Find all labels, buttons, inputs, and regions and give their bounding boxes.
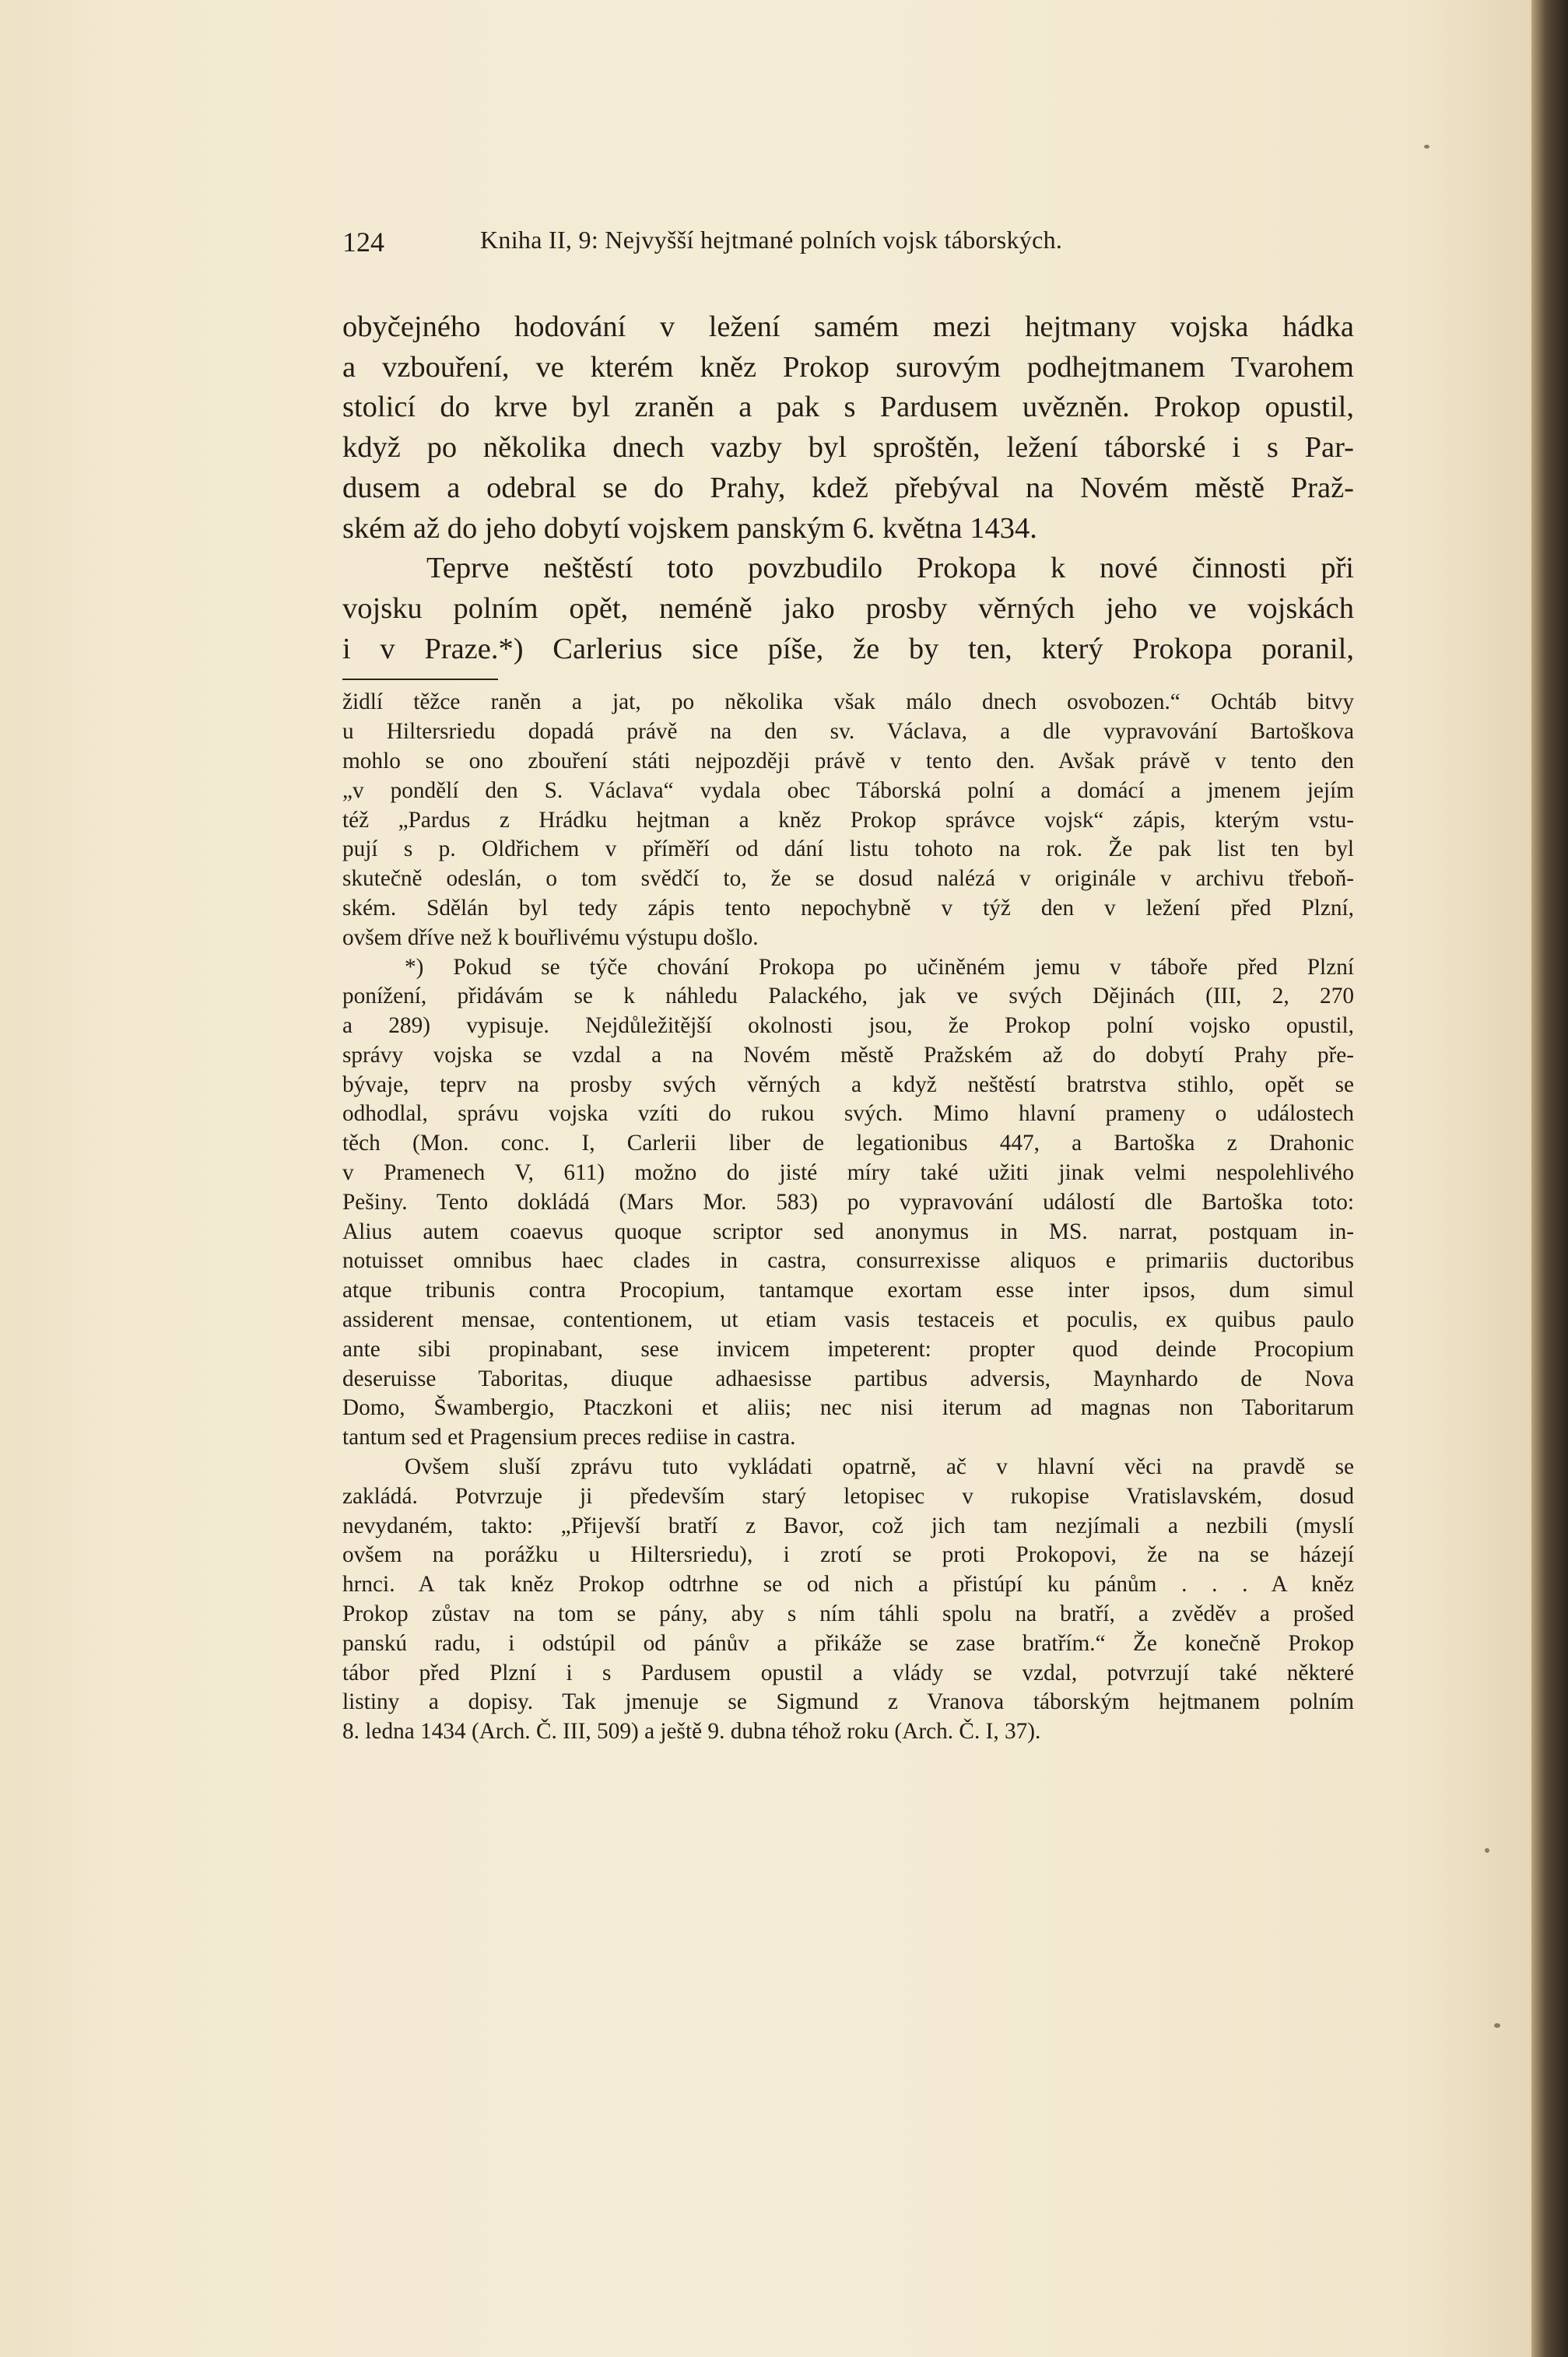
- footnote-line: Alius autem coaevus quoque scriptor sed anonymus in MS. narrat, postquam in-: [342, 1219, 1354, 1244]
- text-line: obyčejného hodování v ležení samém mezi hejtmany vojska hádka: [342, 310, 1354, 343]
- page-number: 124: [342, 226, 384, 258]
- footnote-line: nevydaném, takto: „Přijevší bratří z Bavor, což jich tam nezjímali a nezbili (myslí: [342, 1513, 1354, 1538]
- running-head: Kniha II, 9: Nejvyšší hejtmané polních vojsk táborských.: [480, 226, 1063, 254]
- footnote-line: ském. Sdělán byl tedy zápis tento nepochybně v týž den v ležení před Plzní,: [342, 895, 1354, 921]
- footnote-line: skutečně odeslán, o tom svědčí to, že se dosud nalézá v originále v archivu třeboň-: [342, 866, 1354, 892]
- footnote-line: Prokop zůstav na tom se pány, aby s ním táhli spolu na bratří, a zvěděv a prošed: [342, 1601, 1354, 1627]
- footnote-line: listiny a dopisy. Tak jmenuje se Sigmund z Vranova táborským hejtmanem polním: [342, 1689, 1354, 1715]
- footnote-line: Pešiny. Tento dokládá (Mars Mor. 583) po vypravování událostí dle Bartoška toto:: [342, 1189, 1354, 1215]
- footnote-line: ovšem dříve než k bouřlivému výstupu došlo.: [342, 924, 759, 950]
- footnote-line: odhodlal, správu vojska vzíti do rukou svých. Mimo hlavní prameny o událostech: [342, 1101, 1354, 1127]
- text-line: ském až do jeho dobytí vojskem panským 6. května 1434.: [342, 511, 1037, 545]
- footnote-line: a 289) vypisuje. Nejdůležitější okolnosti jsou, že Prokop polní vojsko opustil,: [342, 1013, 1354, 1039]
- footnote-line: u Hiltersriedu dopadá právě na den sv. Václava, a dle vypravování Bartoškova: [342, 719, 1354, 745]
- footnote-line: 8. ledna 1434 (Arch. Č. III, 509) a ještě 9. dubna téhož roku (Arch. Č. I, 37).: [342, 1719, 1041, 1745]
- text-line: dusem a odebral se do Prahy, kdež přebýval na Novém městě Praž-: [342, 471, 1354, 504]
- footnote-line: židlí těžce raněn a jat, po několika však málo dnech osvobozen.“ Ochtáb bitvy: [342, 689, 1354, 715]
- footnote-line: deseruisse Taboritas, diuque adhaesisse partibus adversis, Maynhardo de Nova: [342, 1366, 1354, 1391]
- text-line: když po několika dnech vazby byl sproštěn, ležení táborské i s Par-: [342, 431, 1354, 465]
- text-line: vojsku polním opět, neméně jako prosby věrných jeho ve vojskách: [342, 591, 1354, 625]
- main-text: [342, 307, 1354, 669]
- page-edge-shadow: [1531, 0, 1568, 2357]
- footnote-line: *) Pokud se týče chování Prokopa po učiněném jemu v táboře před Plzní: [405, 954, 1354, 980]
- footnote-line: Ovšem sluší zprávu tuto vykládati opatrně, ač v hlavní věci na pravdě se: [405, 1454, 1354, 1480]
- text-line: a vzbouření, ve kterém kněz Prokop surovým podhejtmanem Tvarohem: [342, 350, 1354, 384]
- footnote-line: ponížení, přidávám se k náhledu Palackého, jak ve svých Dějinách (III, 2, 270: [342, 984, 1354, 1009]
- footnote-line: ovšem na porážku u Hiltersriedu), i zrotí se proti Prokopovi, že na se házejí: [342, 1542, 1354, 1568]
- footnote-line: notuisset omnibus haec clades in castra, consurrexisse aliquos e primariis ductoribus: [342, 1248, 1354, 1274]
- footnote-line: „v pondělí den S. Václava“ vydala obec Táborská polní a domácí a jmenem jejím: [342, 777, 1354, 803]
- footnote-line: mohlo se ono zbouření státi nejpozději právě v tento den. Avšak právě v tento den: [342, 748, 1354, 773]
- footnote-line: těch (Mon. conc. I, Carlerii liber de legationibus 447, a Bartoška z Drahonic: [342, 1131, 1354, 1156]
- footnote-line: hrnci. A tak kněz Prokop odtrhne se od nich a přistúpí ku pánům . . . A kněz: [342, 1572, 1354, 1598]
- footnote-line: v Pramenech V, 611) možno do jisté míry také užiti jinak velmi nespolehlivého: [342, 1160, 1354, 1186]
- scan-speck: [1424, 145, 1429, 149]
- text-block: [342, 218, 1354, 1747]
- footnote-line: atque tribunis contra Procopium, tantamque exortam esse inter ipsos, dum simul: [342, 1278, 1354, 1303]
- footnote-line: zakládá. Potvrzuje ji především starý letopisec v rukopise Vratislavském, dosud: [342, 1483, 1354, 1509]
- footnote-line: tantum sed et Pragensium preces rediise in castra.: [342, 1425, 796, 1450]
- footnote-line: též „Pardus z Hrádku hejtman a kněz Prokop správce vojsk“ zápis, kterým vstu-: [342, 807, 1354, 833]
- footnote-line: bývaje, teprv na prosby svých věrných a když neštěstí bratrstva stihlo, opět se: [342, 1072, 1354, 1097]
- text-line: Teprve neštěstí toto povzbudilo Prokopa k nové činnosti při: [426, 552, 1354, 585]
- footnote-line: assiderent mensae, contentionem, ut etiam vasis testaceis et poculis, ex quibus paulo: [342, 1307, 1354, 1333]
- footnote-line: panskú radu, i odstúpil od pánův a přikáže se zase bratřím.“ Že konečně Prokop: [342, 1630, 1354, 1656]
- scan-speck: [1494, 2023, 1500, 2028]
- page-header: [342, 218, 1354, 265]
- footnote-line: tábor před Plzní i s Pardusem opustil a vlády se vzdal, potvrzují také některé: [342, 1660, 1354, 1685]
- footnote-line: pují s p. Oldřichem v příměří od dání listu tohoto na rok. Že pak list ten byl: [342, 837, 1354, 862]
- scan-speck: [1485, 1848, 1489, 1853]
- footnote-line: Domo, Šwambergio, Ptaczkoni et aliis; nec nisi iterum ad magnas non Taboritarum: [342, 1395, 1354, 1421]
- footnotes: [342, 688, 1354, 1747]
- footnote-line: správy vojska se vzdal a na Novém městě Pražském až do dobytí Prahy pře-: [342, 1042, 1354, 1068]
- footnote-line: ante sibi propinabant, sese invicem impeterent: propter quod deinde Procopium: [342, 1336, 1354, 1362]
- text-line: i v Praze.*) Carlerius sice píše, že by ten, který Prokopa poranil,: [342, 632, 1354, 665]
- footnote-separator-rule: [342, 679, 498, 680]
- text-line: stolicí do krve byl zraněn a pak s Pardusem uvězněn. Prokop opustil,: [342, 391, 1354, 424]
